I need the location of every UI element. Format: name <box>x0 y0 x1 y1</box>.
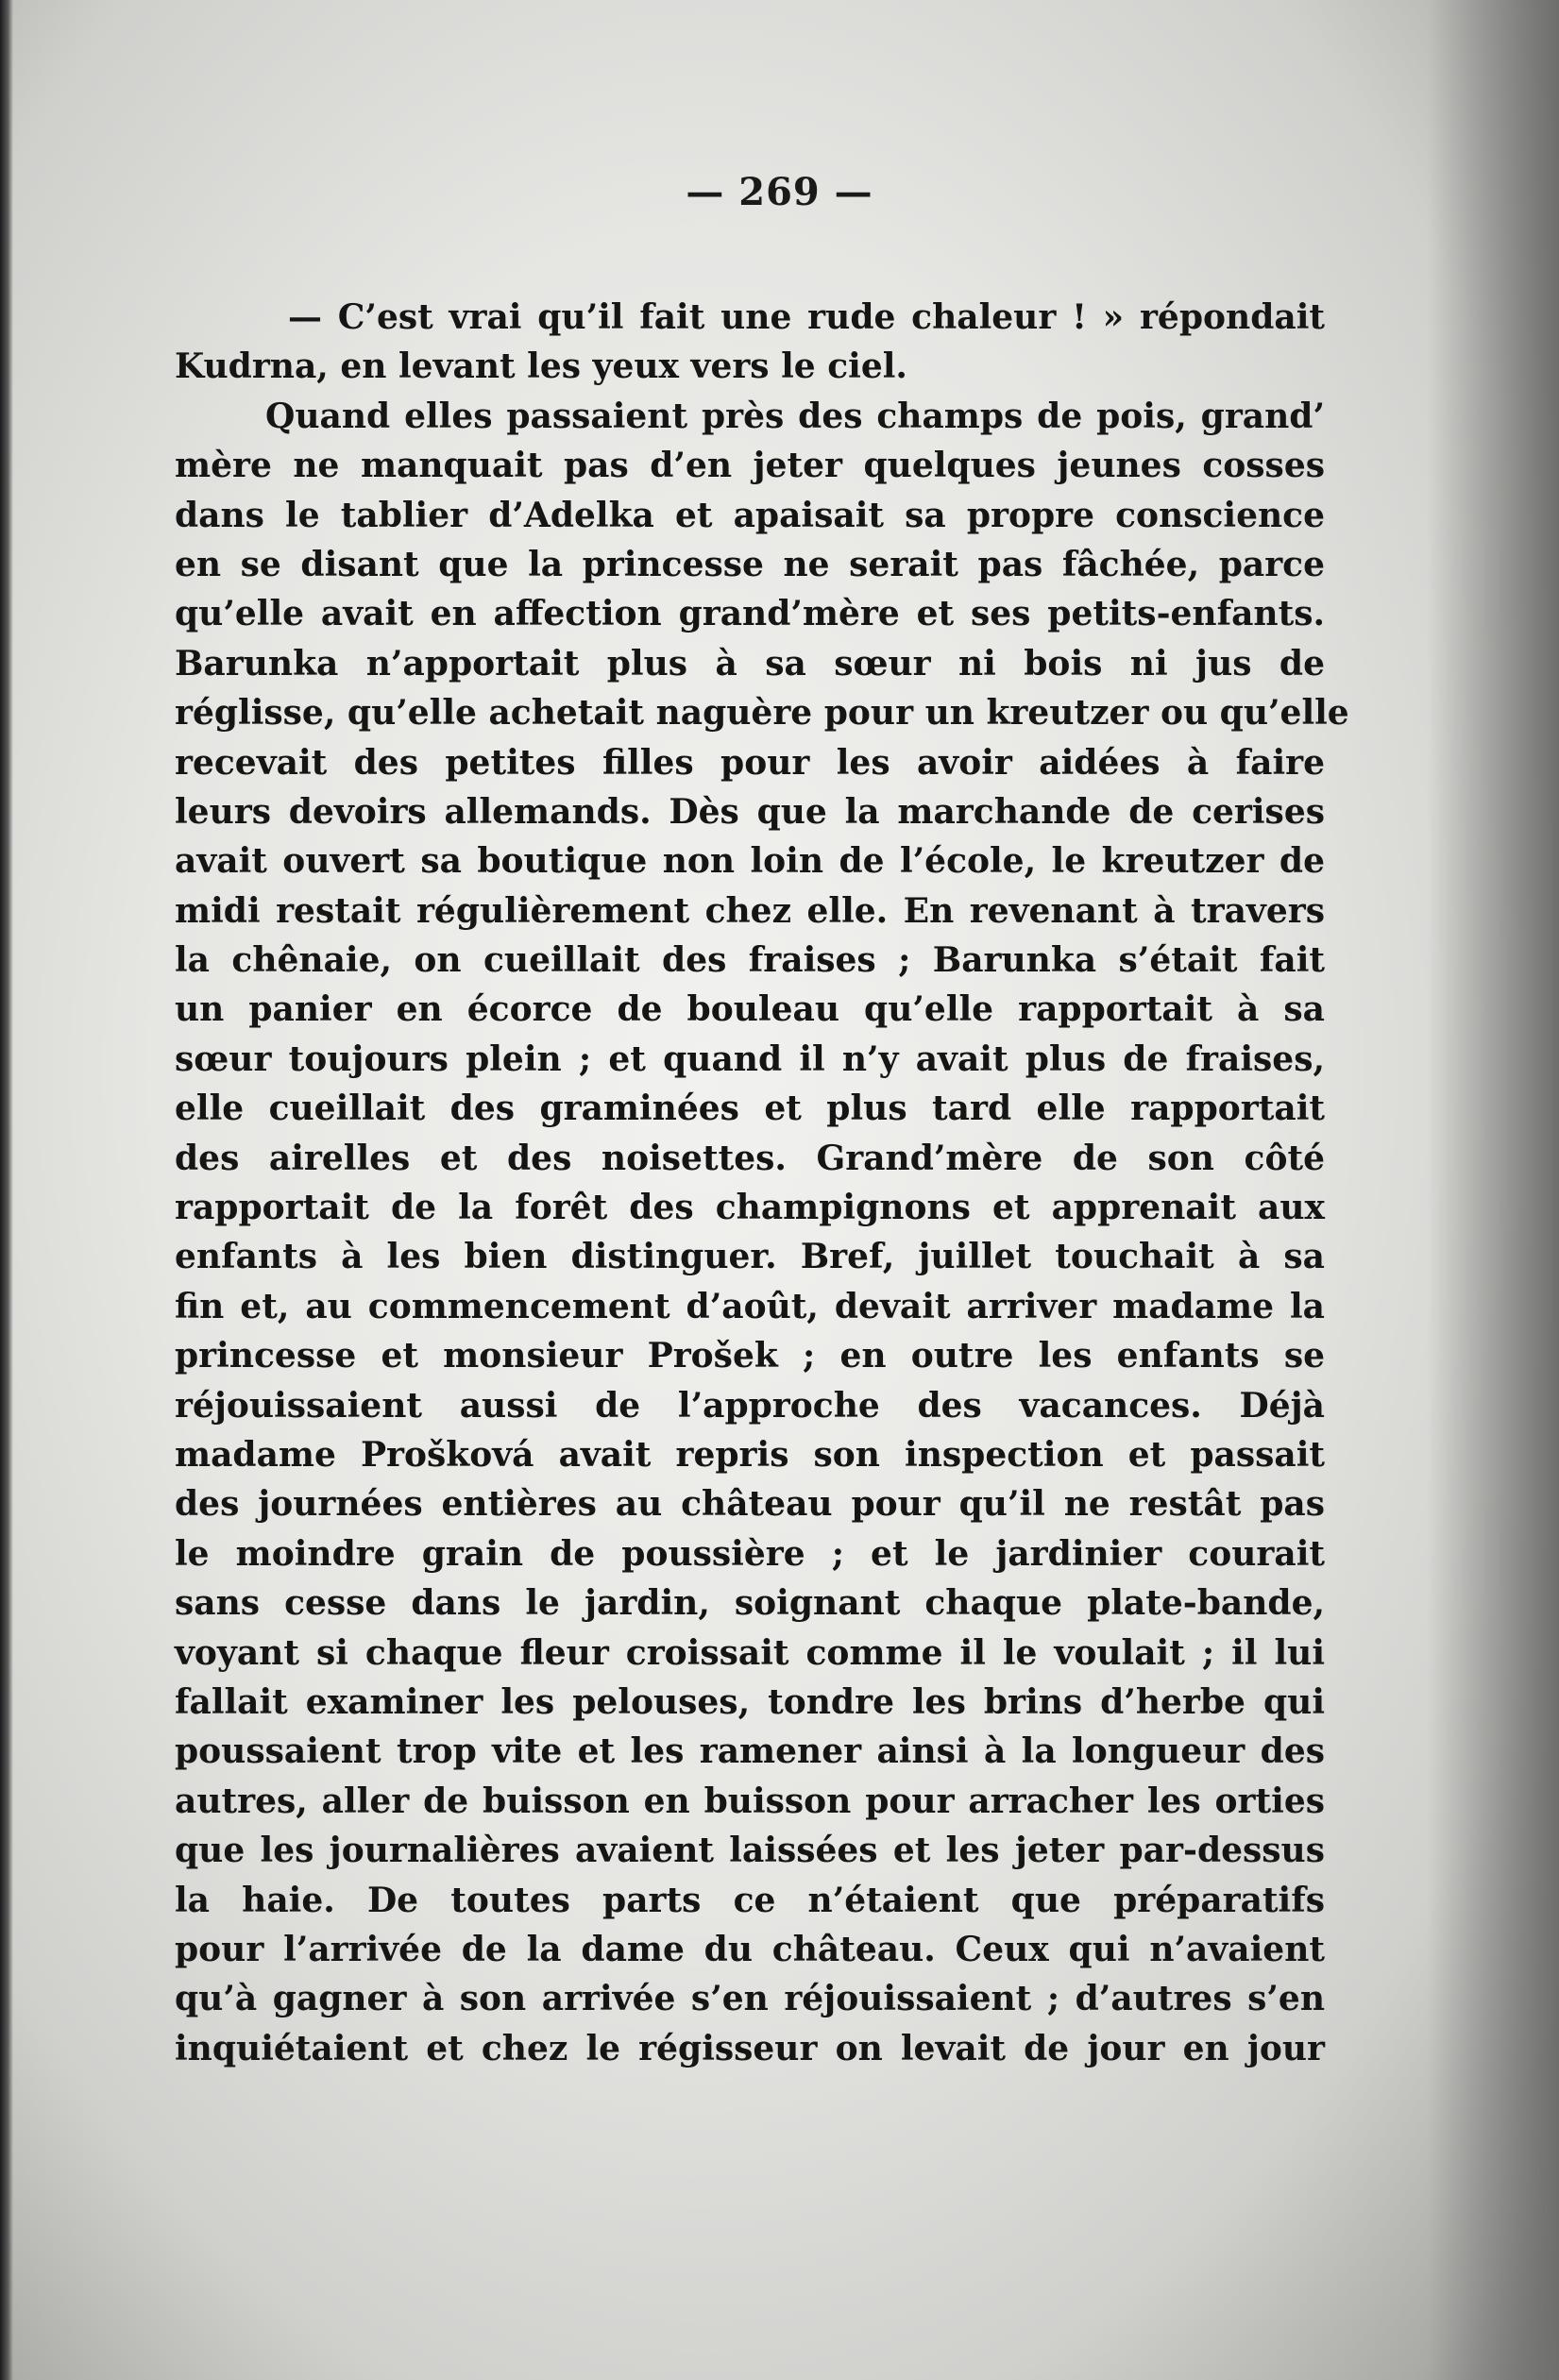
text-line: réjouissaient aussi de l’approche des vacances. Déjà <box>175 1385 1325 1426</box>
text-line: inquiétaient et chez le régisseur on levait de jour en jour <box>175 2028 1325 2068</box>
body-text <box>175 293 1349 2073</box>
text-line: le moindre grain de poussière ; et le jardinier courait <box>175 1533 1325 1574</box>
text-line: elle cueillait des graminées et plus tard elle rapportait <box>175 1089 1325 1129</box>
text-line: princesse et monsieur Prošek ; en outre les enfants se <box>175 1336 1325 1376</box>
page-number: — 269 — <box>686 170 873 214</box>
text-line: autres, aller de buisson en buisson pour arracher les orties <box>175 1781 1325 1821</box>
text-line: fin et, au commencement d’août, devait arriver madame la <box>175 1286 1325 1326</box>
text-line: poussaient trop vite et les ramener ainsi à la longueur des <box>175 1731 1325 1772</box>
page-binding-shadow <box>0 0 13 2380</box>
page-edge-shadow <box>1427 0 1559 2380</box>
text-line: voyant si chaque fleur croissait comme il le voulait ; il lui <box>175 1632 1325 1673</box>
text-line: réglisse, qu’elle achetait naguère pour un kreutzer ou qu’elle <box>175 693 1349 734</box>
text-line: dans le tablier d’Adelka et apaisait sa propre conscience <box>175 495 1325 535</box>
text-line: midi restait régulièrement chez elle. En revenant à travers <box>175 890 1325 931</box>
text-line: Kudrna, en levant les yeux vers le ciel. <box>175 346 907 387</box>
text-line: recevait des petites filles pour les avoir aidées à faire <box>175 742 1325 783</box>
text-line: la chênaie, on cueillait des fraises ; Barunka s’était fait <box>175 940 1325 981</box>
text-line: Barunka n’apportait plus à sa sœur ni bois ni jus de <box>175 643 1325 684</box>
text-line: la haie. De toutes parts ce n’étaient que préparatifs <box>175 1880 1325 1920</box>
text-line: qu’à gagner à son arrivée s’en réjouissaient ; d’autres s’en <box>175 1979 1325 2019</box>
text-line: des journées entières au château pour qu’il ne restât pas <box>175 1484 1325 1525</box>
text-line: des airelles et des noisettes. Grand’mère de son côté <box>175 1138 1325 1178</box>
text-line: — C’est vrai qu’il fait une rude chaleur ! » répondait <box>288 297 1325 337</box>
text-line: madame Prošková avait repris son inspection et passait <box>175 1434 1325 1475</box>
text-line: rapportait de la forêt des champignons et apprenait aux <box>175 1188 1325 1228</box>
text-line: un panier en écorce de bouleau qu’elle rapportait à sa <box>175 989 1325 1030</box>
text-line: qu’elle avait en affection grand’mère et ses petits-enfants. <box>175 594 1325 634</box>
text-line: mère ne manquait pas d’en jeter quelques jeunes cosses <box>175 446 1325 486</box>
text-line: pour l’arrivée de la dame du château. Ceux qui n’avaient <box>175 1929 1325 1969</box>
text-line: en se disant que la princesse ne serait pas fâchée, parce <box>175 544 1325 584</box>
text-line: avait ouvert sa boutique non loin de l’école, le kreutzer de <box>175 841 1325 882</box>
text-line: sans cesse dans le jardin, soignant chaque plate-bande, <box>175 1583 1325 1624</box>
text-line: Quand elles passaient près des champs de pois, grand’ <box>265 396 1325 436</box>
text-line: leurs devoirs allemands. Dès que la marchande de cerises <box>175 791 1325 832</box>
text-line: que les journalières avaient laissées et les jeter par-dessus <box>175 1831 1325 1871</box>
text-line: fallait examiner les pelouses, tondre les brins d’herbe qui <box>175 1681 1325 1722</box>
text-line: enfants à les bien distinguer. Bref, juillet touchait à sa <box>175 1237 1325 1277</box>
text-line: sœur toujours plein ; et quand il n’y avait plus de fraises, <box>175 1038 1325 1079</box>
